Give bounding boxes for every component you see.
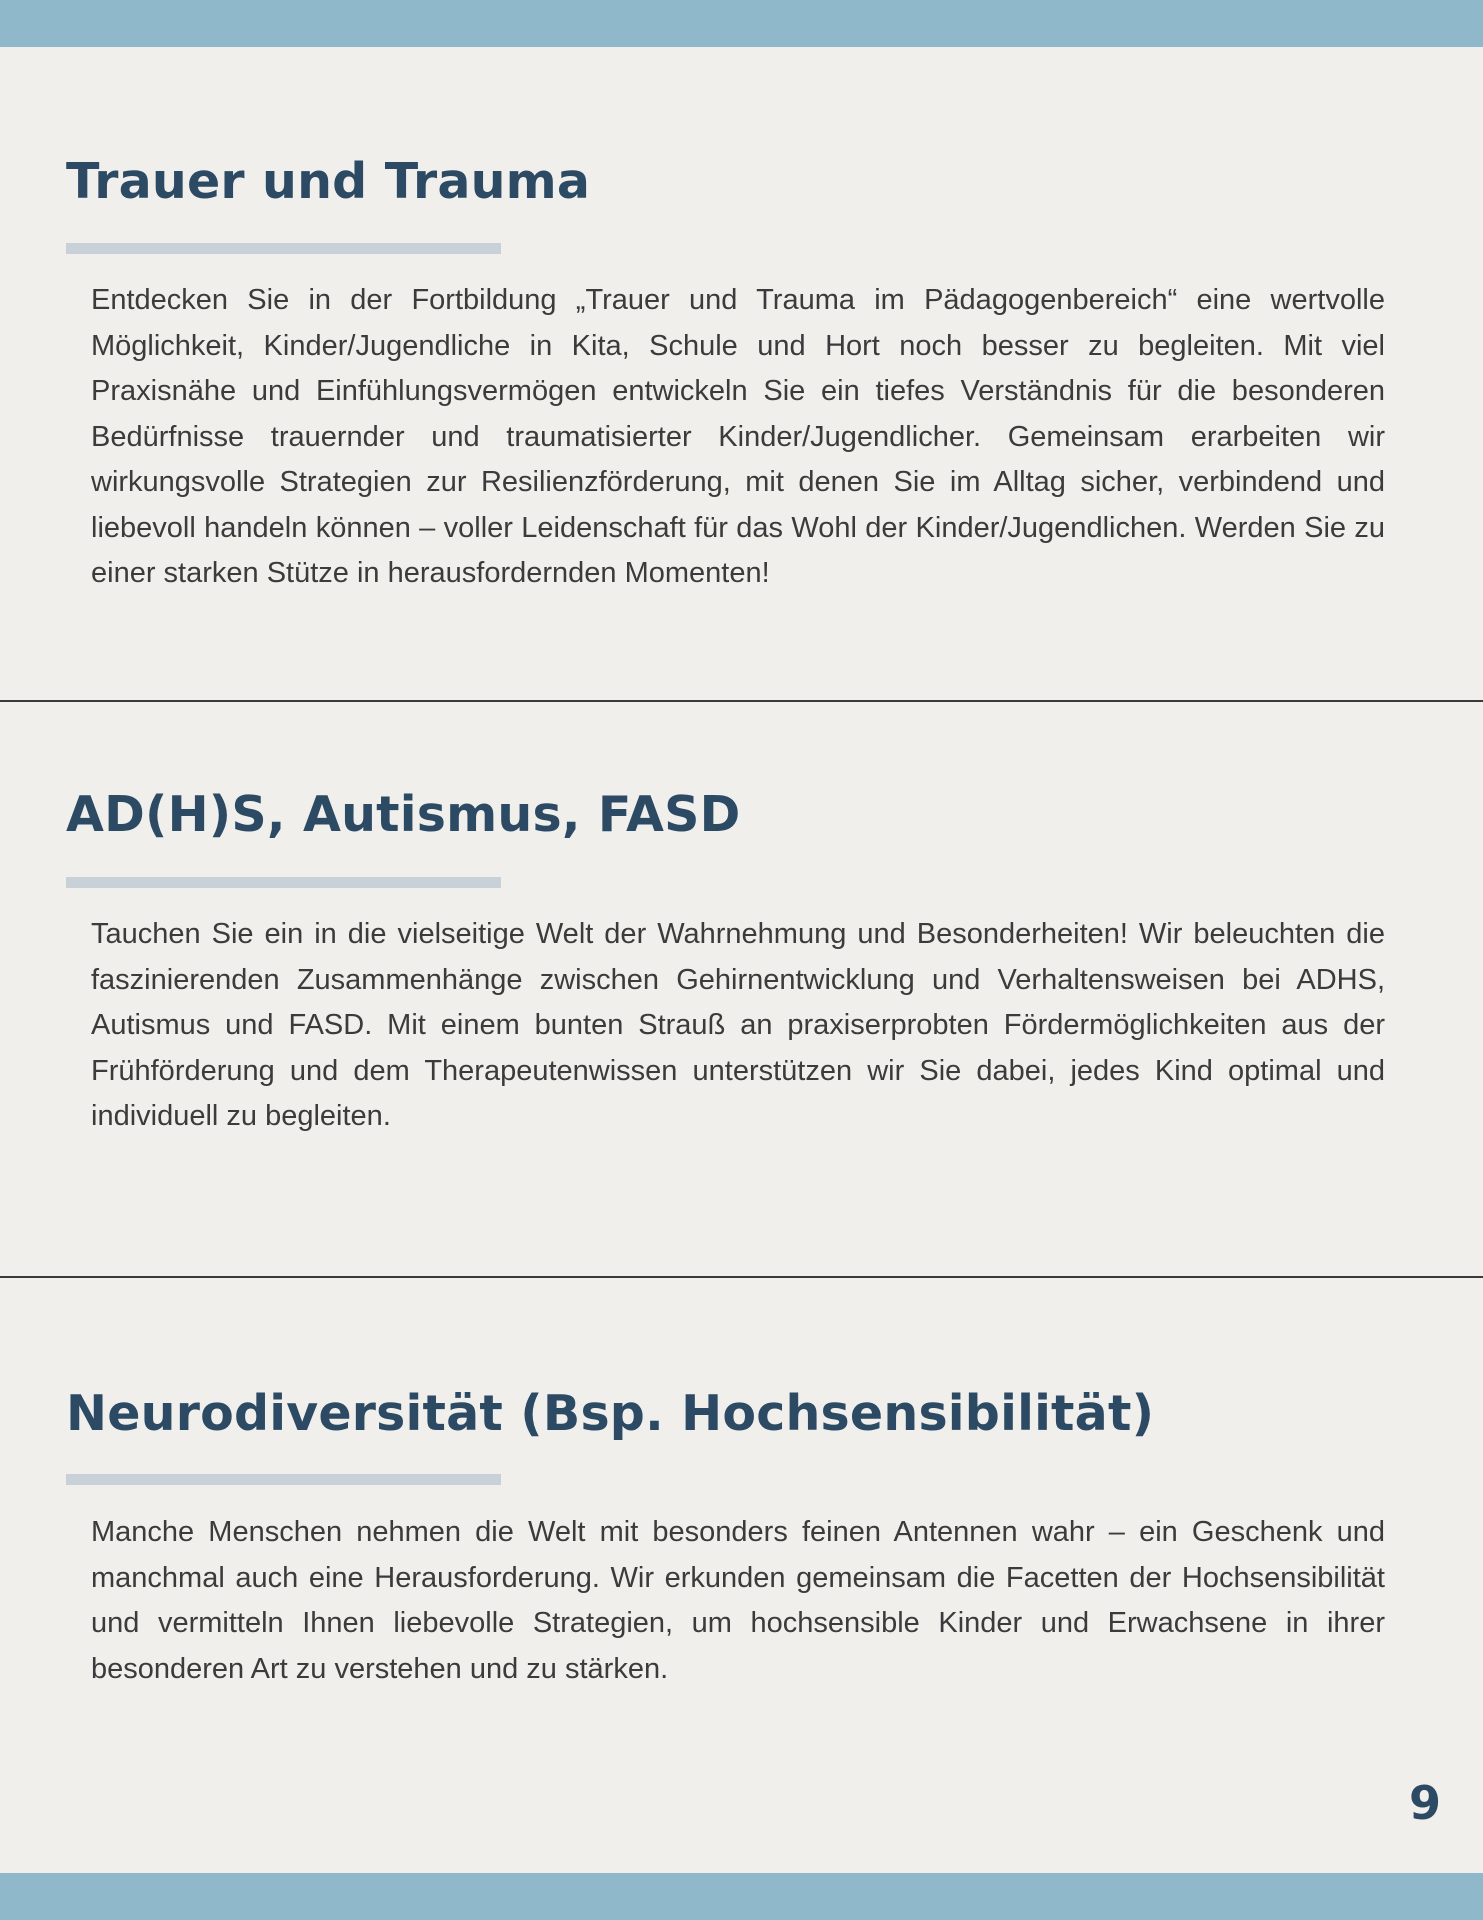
section-title-neurodiversitaet: Neurodiversität (Bsp. Hochsensibilität): [66, 1385, 1155, 1442]
title-underline: [66, 877, 501, 888]
section-text-adhs-autismus-fasd: Tauchen Sie ein in die vielseitige Welt der Wahrnehmung und Besonderheiten! Wir beleuchten die faszinierenden Zusammenhänge zwischen Gehirnentwicklung und Verhaltensweisen bei ADHS, Autismus und FASD. Mit einem bunten Strauß an praxiserprobten Fördermöglichkeiten aus der Frühförderung und dem Therapeutenwissen unterstützen wir Sie dabei, jedes Kind optimal und individuell zu begleiten.: [91, 918, 1385, 1132]
bottom-band: [0, 1873, 1483, 1920]
section-divider: [0, 700, 1483, 702]
section-text-trauer-und-trauma: Entdecken Sie in der Fortbildung „Trauer und Trauma im Pädagogenbereich“ eine wertvolle Möglichkeit, Kinder/Jugendliche in Kita, Schule und Hort noch besser zu begleiten. Mit viel Praxisnähe und Einfühlungsvermögen entwickeln Sie ein tiefes Verständnis für die besonderen Bedürfnisse trauernder und traumatisierter Kinder/Jugendlicher. Gemeinsam erarbeiten wir wirkungsvolle Strategien zur Resilienzförderung, mit denen Sie im Alltag sicher, verbindend und liebevoll handeln können – voller Leidenschaft für das Wohl der Kinder/Jugendlichen. Werden Sie zu einer starken Stütze in herausfordernden Momenten!: [91, 284, 1385, 589]
title-underline: [66, 243, 501, 254]
section-title-adhs-autismus-fasd: AD(H)S, Autismus, FASD: [66, 786, 741, 843]
page-number: 9: [1408, 1776, 1441, 1830]
section-divider: [0, 1276, 1483, 1278]
section-title-trauer-und-trauma: Trauer und Trauma: [66, 153, 591, 210]
title-underline: [66, 1474, 501, 1485]
top-band: [0, 0, 1483, 47]
section-text-neurodiversitaet: Manche Menschen nehmen die Welt mit besonders feinen Antennen wahr – ein Geschenk und manchmal auch eine Herausforderung. Wir erkunden gemeinsam die Facetten der Hochsensibilität und vermitteln Ihnen liebevolle Strategien, um hochsensible Kinder und Erwachsene in ihrer besonderen Art zu verstehen und zu stärken.: [91, 1516, 1385, 1685]
